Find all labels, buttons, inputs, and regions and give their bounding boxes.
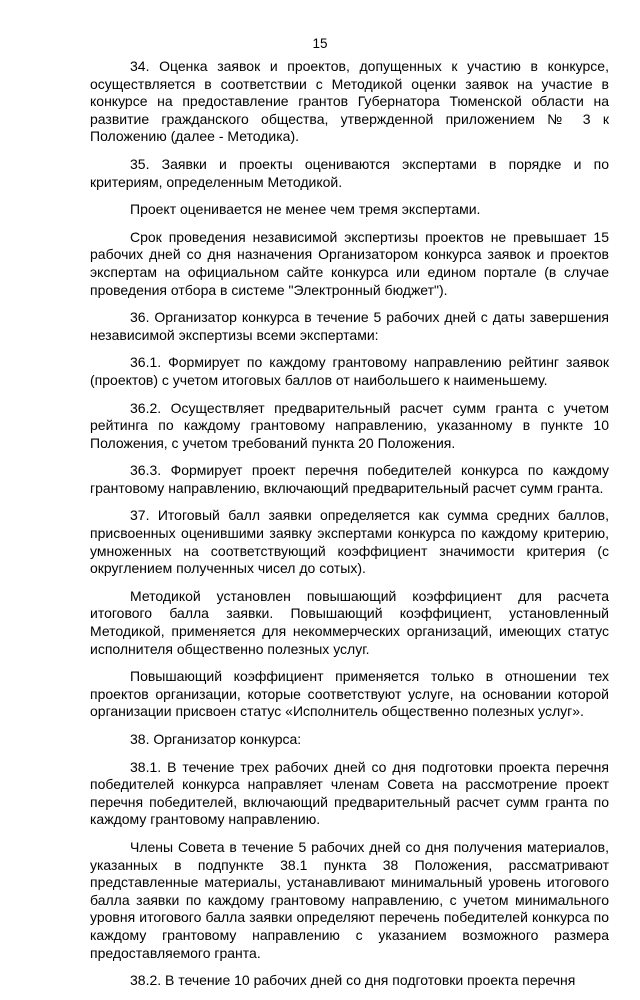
- document-body: [90, 58, 609, 1000]
- paragraph-36: 36. Организатор конкурса в течение 5 рабочих дней с даты завершения независимой экспертизы всеми экспертами:: [90, 309, 609, 343]
- paragraph-34: 34. Оценка заявок и проектов, допущенных к участию в конкурсе, осуществляется в соответствии с Методикой оценки заявок на участие в конкурсе на предоставление грантов Губернатора Тюменской области на развитие гражданского общества, утвержденной приложением № 3 к Положению (далее - Методика).: [90, 58, 609, 145]
- paragraph-experts-count: Проект оценивается не менее чем тремя экспертами.: [130, 201, 481, 218]
- paragraph-38: 38. Организатор конкурса:: [130, 731, 302, 747]
- paragraph-38-1: 38.1. В течение трех рабочих дней со дня подготовки проекта перечня победителей конкурса направляет членам Совета на рассмотрение проект перечня победителей, включающий предварительный расчет сумм гранта по каждому грантовому направлению.: [90, 758, 609, 828]
- paragraph-expertise-term: Срок проведения независимой экспертизы проектов не превышает 15 рабочих дней со дня назначения Организатором конкурса заявок и проектов экспертам на официальном сайте конкурса или едином портале (в случае проведения отбора в системе "Электронный бюджет").: [90, 228, 609, 298]
- paragraph-37: 37. Итоговый балл заявки определяется как сумма средних баллов, присвоенных оценившими заявку экспертами конкурса по каждому критерию, умноженных на соответствующий коэффициент значимости критерия (с округлением полученных чисел до сотых).: [90, 507, 609, 577]
- paragraph-36-3: 36.3. Формирует проект перечня победителей конкурса по каждому грантовому направлению, включающий предварительный расчет сумм гранта.: [90, 462, 609, 496]
- paragraph-36-1: 36.1. Формирует по каждому грантовому направлению рейтинг заявок (проектов) с учетом итоговых баллов от наибольшего к наименьшему.: [90, 354, 609, 388]
- paragraph-coefficient: Методикой установлен повышающий коэффициент для расчета итогового балла заявки. Повышающий коэффициент, установленный Методикой, применяется для некоммерческих организаций, имеющих статус исполнителя общественно полезных услуг.: [90, 587, 609, 657]
- paragraph-36-2: 36.2. Осуществляет предварительный расчет сумм гранта с учетом рейтинга по каждому грантовому направлению, указанному в пункте 10 Положения, с учетом требований пункта 20 Положения.: [90, 399, 609, 451]
- paragraph-coefficient-applies: Повышающий коэффициент применяется только в отношении тех проектов организации, которые соответствуют услуге, на основании которой организации присвоен статус «Исполнитель общественно полезных услуг».: [90, 668, 609, 720]
- page-number: 15: [312, 36, 328, 51]
- paragraph-council-members: Члены Совета в течение 5 рабочих дней со дня получения материалов, указанных в подпункте 38.1 пункта 38 Положения, рассматривают представленные материалы, устанавливают минимальный уровень итогового балла заявки по каждому грантовому направлению, с учетом минимального уровня итогового балла заявки определяют перечень победителей конкурса по каждому грантовому направлению с указанием возможного размера предоставляемого гранта.: [90, 838, 609, 961]
- paragraph-38-2: 38.2. В течение 10 рабочих дней со дня подготовки проекта перечня: [130, 972, 576, 989]
- paragraph-35: 35. Заявки и проекты оцениваются экспертами в порядке и по критериям, определенным Методикой.: [90, 155, 609, 190]
